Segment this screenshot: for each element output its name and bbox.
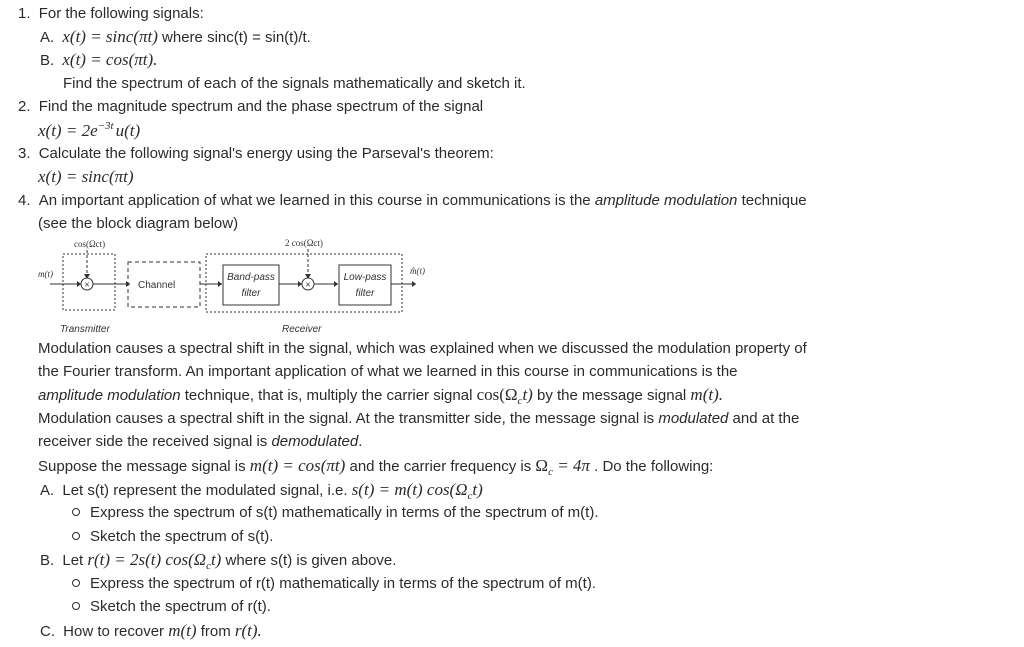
q4-sup-post: . Do the following: [589,458,714,475]
q4-a-line [40,480,483,502]
q4-b-post: where s(t) is given above. [221,552,397,569]
lowpass-out-arrow [412,281,416,287]
q4-p4-em: modulated [658,410,729,427]
lowpass-label-1: Low-pass [343,272,387,283]
lowpass-filter-box [339,265,391,305]
q4-p1: Modulation causes a spectral shift in the signal, which was explained when we discussed the modulation property of [38,340,807,357]
bullet-icon [72,579,80,587]
q1-line [18,4,204,24]
q1-b-math: x(t) = cos(πt). [62,50,158,69]
q4-a-b2-text: Sketch the spectrum of s(t). [90,528,274,545]
q4-sup-pre: Suppose the message signal is [38,458,250,475]
bullet-icon [72,602,80,610]
q4-c-math1: m(t) [168,621,197,640]
q4-a-sub: c [467,490,473,502]
receiver-label: Receiver [282,324,322,335]
q4-a-math2: t) [472,480,483,499]
q1-a-note: where sinc(t) = sin(t)/t. [157,29,311,46]
rx-multiplier-symbol: × [305,279,311,290]
q4-p2: the Fourier transform. An important application of what we learned in this course in communications is the [38,363,738,380]
q4-b-bullet-2 [72,597,271,617]
q4-p3-math3: m(t). [690,385,723,404]
q4-p4-post: and at the [728,410,800,427]
q4-a-bullet-2 [72,527,273,547]
q4-c-line [40,621,262,642]
q4-sup-math2b: = 4π [552,456,590,475]
q4-p4-pre: Modulation causes a spectral shift in the signal. At the transmitter side, the message signal is [38,410,659,427]
q4-b-math1: r(t) = 2s(t) cos(Ω [87,550,207,569]
q4-p3-mid2: by the message signal [532,387,691,404]
q3-math: x(t) = sinc(πt) [38,167,134,186]
q4-c-math2: r(t). [234,621,262,640]
channel-out-arrow [218,281,222,287]
q4-a-math1: s(t) = m(t) cos(Ω [351,480,468,499]
q4-b-line [40,550,396,572]
q1-title: For the following signals: [38,5,204,22]
q4-p3-math2: t) [522,385,533,404]
carrier-tx-label: cos(Ωct) [74,239,106,249]
q2-math-sup: −3t [97,120,114,132]
q4-p5-post: . [358,433,363,450]
q4-a-text: Let s(t) represent the modulated signal, i.e. [62,482,352,499]
q4-p3 [38,385,723,407]
bandpass-filter-box [223,265,279,305]
q4-p3-sub: c [517,395,523,407]
q4-sup-mid: and the carrier frequency is [345,458,536,475]
rx-out-arrow [334,281,338,287]
bandpass-label-1: Band-pass [227,272,275,283]
transmitter-label: Transmitter [60,324,110,335]
output-label: m̂(t) [410,266,425,276]
q4-a-b1-text: Express the spectrum of s(t) mathematically in terms of the spectrum of m(t). [90,504,599,521]
q4-suppose [38,456,713,478]
q4-intro [18,191,807,211]
q3-title: Calculate the following signal's energy using the Parseval's theorem: [38,145,494,162]
q1-a-label: A. [40,29,55,46]
q4-intro-pre: An important application of what we learned in this course in communications is the [38,192,595,209]
q1-a-math: x(t) = sinc(πt) [62,27,158,46]
q4-b-math2: t) [210,550,222,569]
q4-intro2: (see the block diagram below) [38,215,239,232]
q1-find: Find the spectrum of each of the signals mathematically and sketch it. [63,75,526,92]
q2-title: Find the magnitude spectrum and the phase spectrum of the signal [38,98,484,115]
q4-b-b2-text: Sketch the spectrum of r(t). [90,598,271,615]
bullet-icon [72,508,80,516]
tx-multiplier-symbol: × [84,279,90,290]
bandpass-out-arrow [298,281,302,287]
q4-sup-sub: c [548,466,553,478]
q4-p5-pre: receiver side the received signal is [38,433,272,450]
input-label: m(t) [38,269,53,279]
q3-line [18,144,494,164]
q3-number: 3. [18,145,31,162]
q1-b-line [40,50,157,71]
q4-b-label: B. [40,552,55,569]
q4-a-label: A. [40,482,55,499]
carrier-rx-label: 2 cos(Ωct) [285,238,323,248]
channel-label: Channel [138,280,176,291]
input-arrow [77,281,81,287]
q4-intro-em: amplitude modulation [594,192,738,209]
q1-a-line [40,27,311,48]
q4-c-mid: from [196,623,235,640]
lowpass-label-2: filter [355,288,375,299]
q2-line [18,97,483,117]
q1-b-label: B. [40,52,55,69]
q2-number: 2. [18,98,31,115]
q4-p5 [38,432,362,452]
q4-sup-math2a: Ω [535,456,549,475]
q4-b-bullet-1 [72,574,596,594]
q4-intro-post: technique [737,192,807,209]
bandpass-label-2: filter [241,288,261,299]
q4-a-bullet-1 [72,503,598,523]
q4-number: 4. [18,192,31,209]
q2-math-pre: x(t) = 2e [38,121,98,140]
block-diagram [30,232,450,340]
q4-b-sub: c [206,560,211,572]
q4-c-label: C. [40,623,55,640]
q2-math-post: u(t) [115,121,141,140]
q4-p4 [38,409,799,429]
q4-p3-mid: technique, that is, multiply the carrier signal [180,387,477,404]
q2-math [38,121,140,143]
q4-c-pre: How to recover [63,623,169,640]
q4-p3-math1: cos(Ω [476,385,518,404]
q4-sup-math1: m(t) = cos(πt) [249,456,346,475]
q1-number: 1. [18,5,31,22]
bullet-icon [72,532,80,540]
q4-b-b1-text: Express the spectrum of r(t) mathematically in terms of the spectrum of m(t). [90,575,596,592]
q4-p3-em: amplitude modulation [38,387,181,404]
q4-p5-em: demodulated [271,433,359,450]
q4-b-pre: Let [62,552,88,569]
